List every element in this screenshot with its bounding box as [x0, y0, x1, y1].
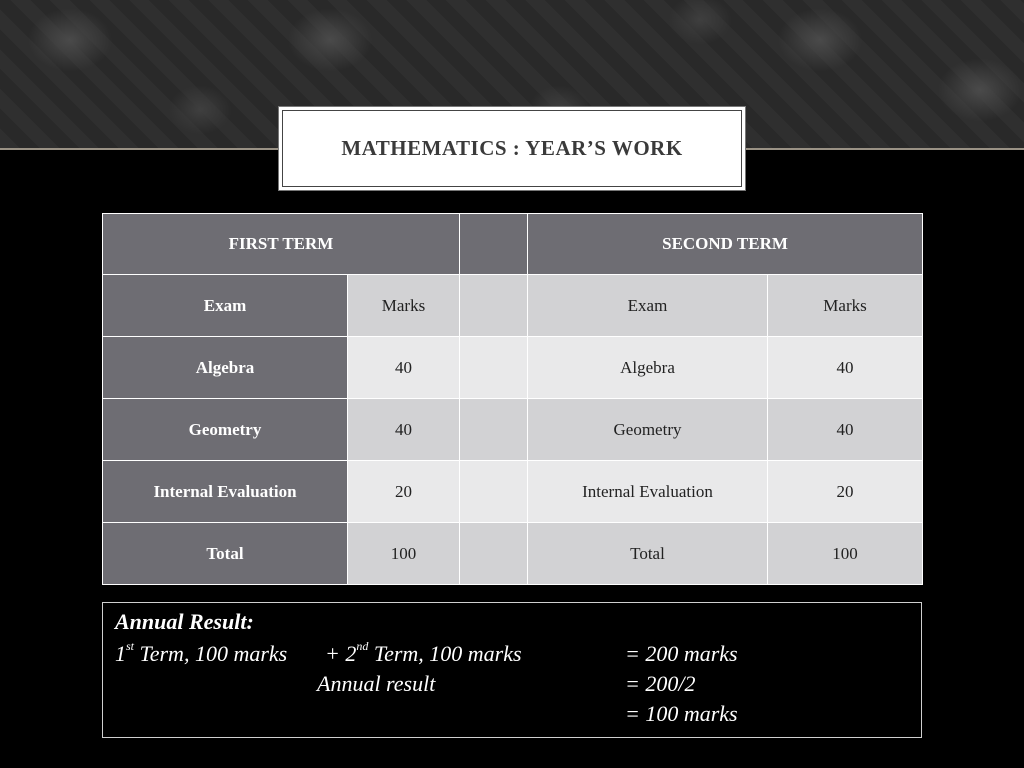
first-term-number: 1: [115, 641, 126, 666]
second-term-text: Term, 100 marks: [368, 641, 522, 666]
slide-title: MATHEMATICS : YEAR’S WORK: [341, 136, 683, 160]
first-term-exam: Algebra: [103, 337, 348, 399]
table-row-total: [103, 523, 923, 585]
first-term-marks: 40: [348, 399, 460, 461]
first-term-marks-header: Marks: [348, 275, 460, 337]
table-row: [103, 461, 923, 523]
first-term-exam-header: Exam: [103, 275, 348, 337]
first-term-marks: 100: [348, 523, 460, 585]
first-term-marks: 40: [348, 337, 460, 399]
second-term-exam-header: Exam: [528, 275, 768, 337]
header-gap-cell: [460, 214, 528, 275]
first-term-text: Term, 100 marks: [134, 641, 288, 666]
sum-equation: = 200 marks: [625, 641, 738, 666]
second-term-exam: Geometry: [528, 399, 768, 461]
gap-cell: [460, 337, 528, 399]
first-term-ordinal: st: [126, 639, 135, 653]
second-term-marks: 100: [768, 523, 923, 585]
average-equation: = 200/2: [625, 671, 696, 696]
first-term-summary: [115, 641, 287, 667]
gap-cell: [460, 399, 528, 461]
second-term-marks: 40: [768, 399, 923, 461]
gap-cell: [460, 523, 528, 585]
gap-cell: [460, 275, 528, 337]
table-row: [103, 337, 923, 399]
second-term-number: + 2: [325, 641, 357, 666]
title-box: [278, 106, 746, 191]
final-result: = 100 marks: [625, 701, 738, 726]
second-term-summary: [325, 641, 522, 667]
second-term-header: SECOND TERM: [528, 214, 923, 275]
annual-result-label: Annual result: [317, 671, 436, 696]
second-term-exam: Internal Evaluation: [528, 461, 768, 523]
annual-result-title: Annual Result:: [115, 609, 254, 634]
marks-table: [102, 213, 923, 585]
second-term-marks-header: Marks: [768, 275, 923, 337]
first-term-header: FIRST TERM: [103, 214, 460, 275]
table-row: [103, 399, 923, 461]
second-term-marks: 20: [768, 461, 923, 523]
second-term-exam: Total: [528, 523, 768, 585]
second-term-exam: Algebra: [528, 337, 768, 399]
annual-result-box: [102, 602, 922, 738]
first-term-marks: 20: [348, 461, 460, 523]
second-term-ordinal: nd: [356, 639, 369, 653]
second-term-marks: 40: [768, 337, 923, 399]
first-term-exam: Total: [103, 523, 348, 585]
first-term-exam: Internal Evaluation: [103, 461, 348, 523]
term-header-row: [103, 214, 923, 275]
column-header-row: [103, 275, 923, 337]
first-term-exam: Geometry: [103, 399, 348, 461]
gap-cell: [460, 461, 528, 523]
title-frame: [282, 110, 742, 187]
